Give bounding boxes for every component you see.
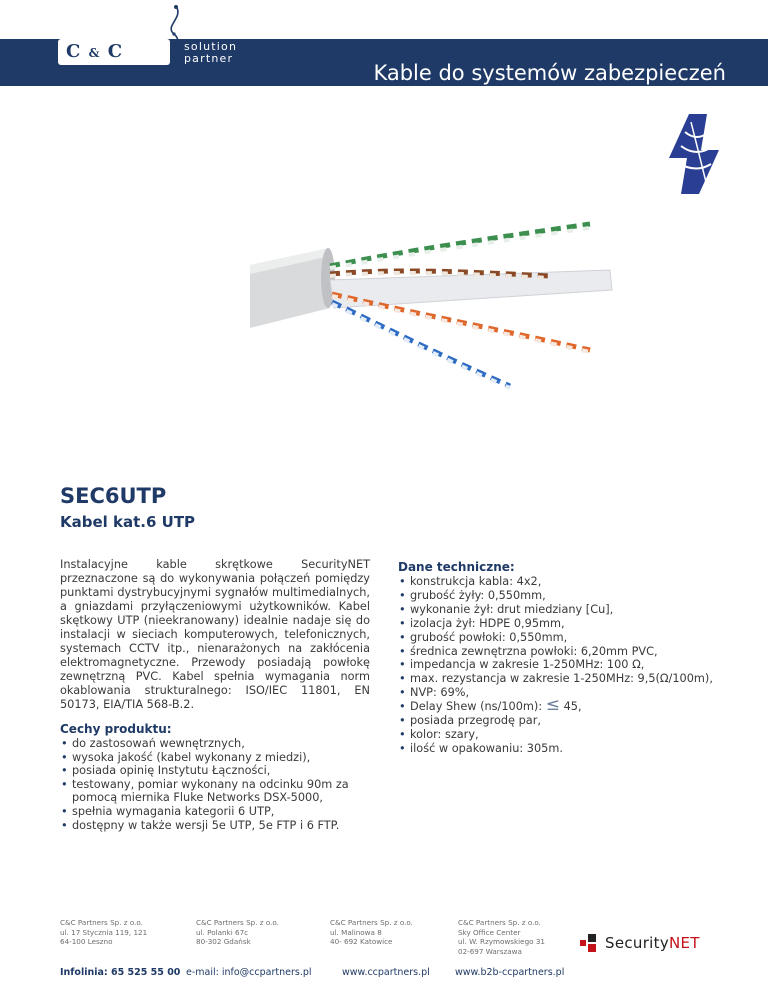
tech-item: • kolor: szary, <box>398 728 738 742</box>
address-leszno <box>60 918 147 947</box>
feature-item: • wysoka jakość (kabel wykonany z miedzi), <box>60 751 380 765</box>
certification-emblem-icon <box>667 112 721 196</box>
tagline-line-2: partner <box>184 52 234 65</box>
b2b-website-link[interactable]: www.b2b-ccpartners.pl <box>455 967 565 978</box>
tech-item: • średnica zewnętrzna powłoki: 6,20mm PVC, <box>398 645 738 659</box>
address-line: C&C Partners Sp. z o.o. <box>196 918 279 927</box>
cable-product-image <box>250 210 690 430</box>
brand-net: NET <box>669 934 700 952</box>
product-subtitle: Kabel kat.6 UTP <box>60 513 196 531</box>
tech-item: • posiada przegrodę par, <box>398 714 738 728</box>
address-line: ul. 17 Stycznia 119, 121 <box>60 927 148 937</box>
tech-list <box>398 575 738 756</box>
tech-item-delay <box>398 695 738 716</box>
securitynet-logo-text <box>605 934 700 952</box>
tech-item: • ilość w opakowaniu: 305m. <box>398 742 738 756</box>
tech-item: • izolacja żył: HDPE 0,95mm, <box>398 617 738 631</box>
tagline-line-1: solution <box>184 40 238 53</box>
feature-item: • testowany, pomiar wykonany na odcinku 90m za pomocą miernika Fluke Networks DSX-5000, <box>60 778 380 805</box>
tech-item: • grubość powłoki: 0,550mm, <box>398 631 738 645</box>
address-gdansk <box>196 918 279 947</box>
tech-item: • konstrukcja kabla: 4x2, <box>398 575 738 589</box>
feature-item: • posiada opinię Instytutu Łączności, <box>60 764 380 778</box>
brand-security: Security <box>605 934 669 952</box>
product-description: Instalacyjne kable skrętkowe SecurityNET przeznaczone są do wykonywania połączeń pomiędzy punktami dystrybucyjnymi sygnałów multimedialnych, a gniazdami przyłączeniowymi użytkowników. Kabel skętkowy UTP (nieekranowany) idealnie nadaje się do instalacji w sieciach komputerowych, telefonicznych, systemach CCTV itp., nienarażonych na zakłócenia elektromagnetyczne. Przewody posiadają powłokę zewnętrzną PVC. Kabel spełnia wymagania norm okablowania strukturalnego: ISO/IEC 11801, EN 50173, EIA/TIA 568-B.2. <box>60 558 370 711</box>
address-line: C&C Partners Sp. z o.o. <box>330 918 413 927</box>
address-line: ul. Polanki 67c <box>196 927 249 937</box>
email-link[interactable]: e-mail: info@ccpartners.pl <box>186 967 312 978</box>
features-title: Cechy produktu: <box>60 722 172 736</box>
features-section <box>60 722 380 832</box>
address-line: 64-100 Leszno <box>60 937 113 946</box>
technical-data-section <box>398 560 738 756</box>
address-line: 80-302 Gdańsk <box>196 937 251 946</box>
logo-letter-c1: C <box>66 41 82 62</box>
product-code: SEC6UTP <box>60 484 167 508</box>
tech-item: • NVP: 69%, <box>398 686 738 700</box>
page-title: Kable do systemów zabezpieczeń <box>373 61 726 86</box>
address-warszawa <box>458 918 545 956</box>
delay-symbol: ≤ <box>545 695 560 716</box>
address-line: 02-697 Warszawa <box>458 946 522 956</box>
tech-item: • max. rezystancja w zakresie 1-250MHz: 9,5(Ω/100m), <box>398 672 738 686</box>
address-line: ul. W. Rzymowskiego 31 <box>458 937 545 946</box>
delay-label: Delay Shew (ns/100m): <box>410 700 543 714</box>
tech-item: • wykonanie żył: drut miedziany [Cu], <box>398 603 738 617</box>
tech-item: • grubość żyły: 0,550mm, <box>398 589 738 603</box>
feature-item: • do zastosowań wewnętrznych, <box>60 737 380 751</box>
address-line: ul. Malinowa 8 <box>330 927 382 937</box>
website-link[interactable]: www.ccpartners.pl <box>342 967 430 978</box>
address-katowice <box>330 918 413 947</box>
address-line: C&C Partners Sp. z o.o. <box>60 918 143 927</box>
logo-ampersand: & <box>88 46 101 60</box>
logo-tagline <box>184 41 244 65</box>
page-header <box>0 0 768 86</box>
address-line: 40- 692 Katowice <box>330 937 393 946</box>
address-line: Sky Office Center <box>458 927 521 937</box>
address-line: C&C Partners Sp. z o.o. <box>458 918 541 927</box>
page-footer <box>0 918 768 994</box>
delay-value: 45, <box>563 700 582 714</box>
logo-letter-c2: C <box>107 41 124 62</box>
features-list <box>60 737 380 832</box>
tech-item: • impedancja w zakresie 1-250MHz: 100 Ω, <box>398 658 738 672</box>
tech-title: Dane techniczne: <box>398 560 515 574</box>
feature-item: • dostępny w także wersji 5e UTP, 5e FTP i 6 FTP. <box>60 819 380 833</box>
feature-item: • spełnia wymagania kategorii 6 UTP, <box>60 805 380 819</box>
hotline: Infolinia: 65 525 55 00 <box>60 967 181 978</box>
company-logo-text <box>66 41 123 62</box>
